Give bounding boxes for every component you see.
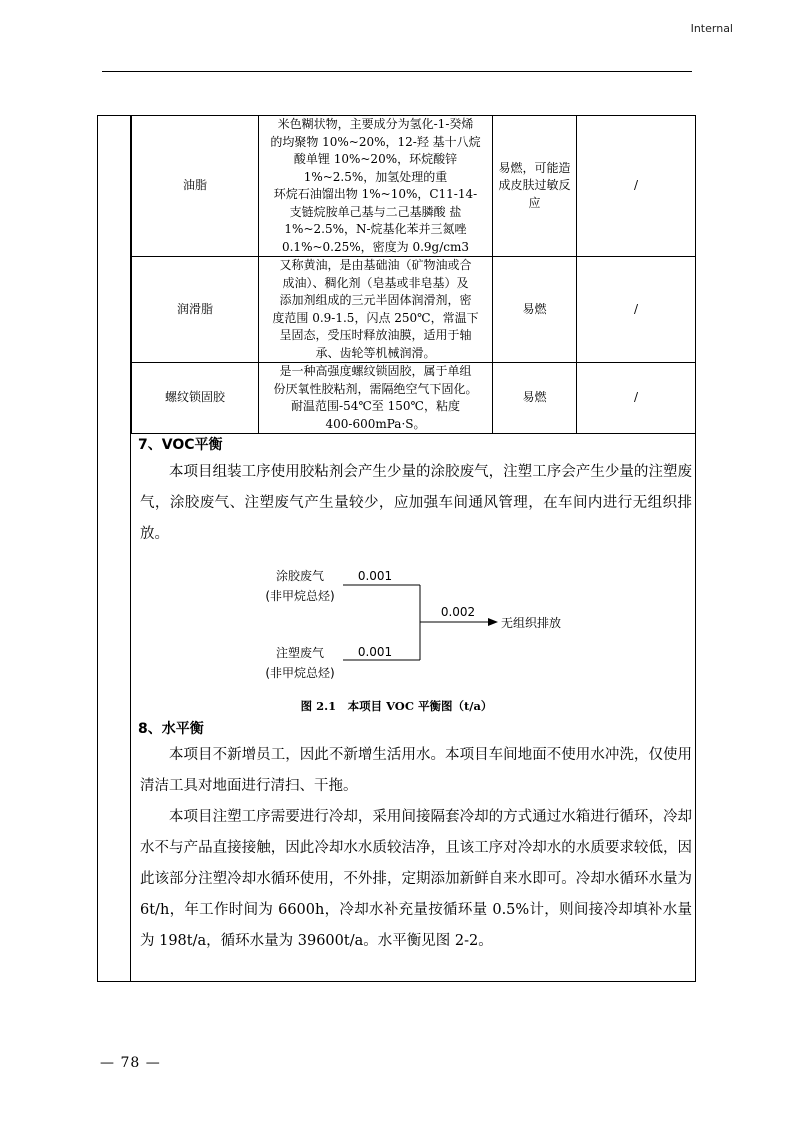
section-title-voc: 7、VOC平衡 — [138, 437, 223, 453]
total-label: 0.002 — [440, 605, 476, 619]
material-other: / — [577, 116, 696, 257]
material-hazard: 易燃，可能造成皮肤过敏反应 — [493, 116, 577, 257]
description-line: 成油）、稠化剂（皂基或非皂基）及 — [282, 275, 469, 290]
description-line: 添加剂组成的三元半固体润滑剂，密 — [279, 293, 472, 307]
header-rule — [102, 71, 692, 72]
sink-label: 无组织排放 — [501, 616, 562, 630]
material-hazard: 易燃 — [493, 363, 577, 434]
materials-table — [131, 115, 696, 434]
table-row — [132, 257, 696, 363]
source2-note: (非甲烷总烃) — [265, 666, 335, 680]
source1-label: 涂胶废气 — [275, 569, 325, 583]
section-title-water: 8、水平衡 — [138, 721, 204, 737]
description-line: 1%~2.5%，N-烷基化苯并三氮唑 — [284, 222, 467, 236]
material-name: 油脂 — [132, 116, 259, 257]
description-line: 1%~2.5%，加氢处理的重 — [303, 169, 448, 184]
description-line: 承、齿轮等机械润滑。 — [315, 345, 436, 360]
material-name: 螺纹锁固胶 — [132, 363, 259, 434]
material-other: / — [577, 363, 696, 434]
material-description — [259, 116, 493, 257]
description-line: 呈固态，受压时释放油膜，适用于轴 — [279, 328, 472, 342]
description-line: 耐温范围-54℃至 150℃，粘度 — [291, 399, 460, 413]
description-line: 0.1%~0.25%，密度为 0.9g/cm3 — [281, 239, 470, 254]
description-line: 是一种高强度螺纹锁固胶，属于单组 — [279, 364, 472, 378]
water-paragraph-1: 本项目不新增员工，因此不新增生活用水。本项目车间地面不使用水冲洗，仅使用清洁工具对地面进行清扫、干拖。 — [140, 747, 692, 794]
source2-label: 注塑废气 — [275, 646, 325, 660]
material-hazard: 易燃 — [493, 257, 577, 363]
voc-paragraph: 本项目组装工序使用胶粘剂会产生少量的涂胶废气，注塑工序会产生少量的注塑废气，涂胶废气、注塑废气产生量较少，应加强车间通风管理，在车间内进行无组织排放。 — [140, 464, 692, 542]
description-line: 份厌氧性胶粘剂，需隔绝空气下固化。 — [273, 381, 478, 396]
value2-label: 0.001 — [357, 645, 393, 659]
document-classification: Internal — [690, 22, 733, 35]
description-line: 的均聚物 10%~20%，12-羟 基十八烷 — [270, 134, 481, 149]
table-row — [132, 363, 696, 434]
figure-caption: 图 2.1 本项目 VOC 平衡图（t/a） — [300, 699, 493, 713]
table-row — [132, 116, 696, 257]
description-line: 400-600mPa·S。 — [325, 416, 426, 431]
description-line: 环烷石油馏出物 1%~10%，C11-14- — [273, 187, 478, 201]
arrow-head-icon — [488, 618, 498, 626]
material-name: 润滑脂 — [132, 257, 259, 363]
description-line: 又称黄油，是由基础油（矿物油或合 — [279, 258, 472, 272]
material-description — [259, 257, 493, 363]
description-line: 度范围 0.9-1.5，闪点 250℃，常温下 — [272, 310, 479, 325]
material-other: / — [577, 257, 696, 363]
voc-balance-diagram — [255, 560, 585, 690]
water-paragraph-2: 本项目注塑工序需要进行冷却，采用间接隔套冷却的方式通过水箱进行循环，冷却水不与产品直接接触，因此冷却水水质较洁净，且该工序对冷却水的水质要求较低，因此该部分注塑冷却水循环使用，不外排，定期添加新鲜自来水即可。冷却水循环水量为 6t/h，年工作时间为 6600h，冷却水补充量按循环量 0.5%计，则间接冷却填补水量为 198t/a，循环水量为 39600t/a。水平衡见图 2-2。 — [140, 809, 692, 949]
description-line: 支链烷胺单己基与二己基膦酸 盐 — [289, 204, 462, 219]
description-line: 酸单锂 10%~20%，环烷酸锌 — [293, 152, 458, 166]
value1-label: 0.001 — [357, 569, 393, 583]
description-line: 米色糊状物，主要成分为氢化-1-癸烯 — [277, 117, 474, 131]
material-description — [259, 363, 493, 434]
source1-note: (非甲烷总烃) — [265, 589, 335, 603]
page-number: — 78 — — [100, 1055, 161, 1071]
